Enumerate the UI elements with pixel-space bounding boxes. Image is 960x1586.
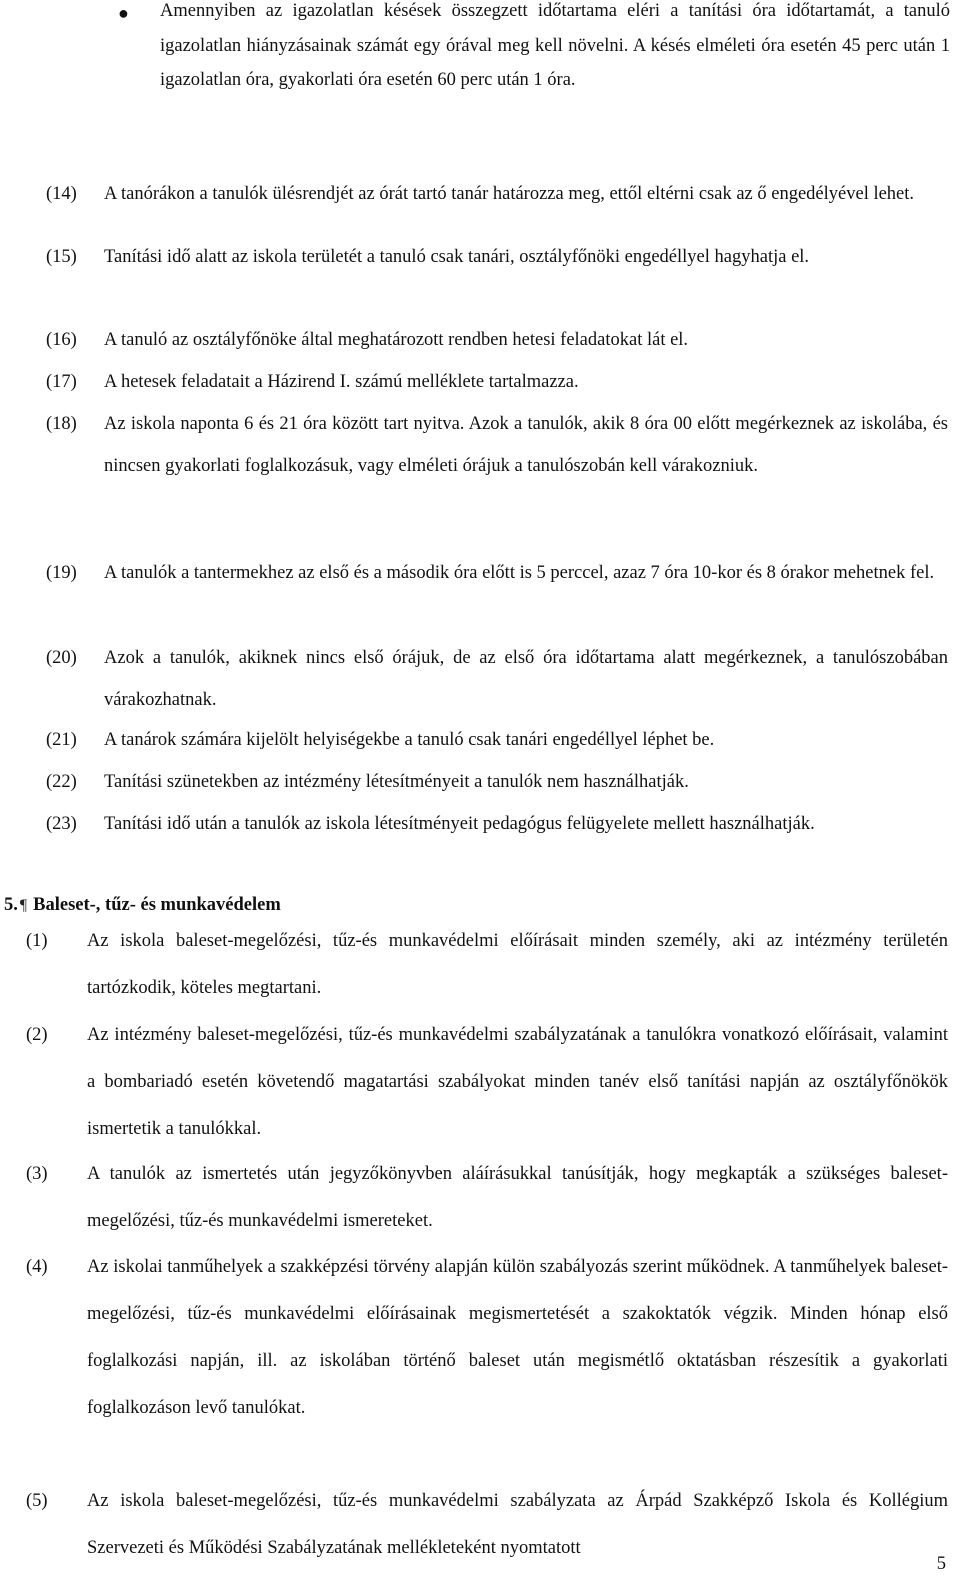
rule-item-21	[46, 719, 948, 761]
rule-item-23	[46, 803, 948, 845]
rule-text: A tanulók a tantermekhez az első és a második óra előtt is 5 perccel, azaz 7 óra 10-kor és 8 órakor mehetnek fel.	[104, 563, 935, 583]
rule-item-17	[46, 361, 948, 403]
rule-number: (22)	[46, 772, 77, 792]
section-item-number: (2)	[26, 1025, 48, 1045]
rule-text: Tanítási idő alatt az iskola területét a tanuló csak tanári, osztályfőnöki engedéllyel hagyhatja el.	[104, 247, 810, 267]
rule-text: A tanórákon a tanulók ülésrendjét az órát tartó tanár határozza meg, ettől eltérni csak az ő engedélyével lehet.	[104, 184, 915, 204]
rule-number: (15)	[46, 247, 77, 267]
section-item-2	[26, 1012, 948, 1153]
rule-item-15	[46, 236, 948, 278]
rule-number: (16)	[46, 330, 77, 350]
rule-text: Azok a tanulók, akiknek nincs első órájuk, de az első óra időtartama alatt megérkeznek, a tanulószobában várakozhatnak.	[104, 648, 948, 710]
rule-number: (20)	[46, 648, 77, 668]
section-item-text: Az iskola baleset-megelőzési, tűz-és munkavédelmi előírásait minden személy, aki az intézmény területén tartózkodik, köteles megtartani.	[87, 931, 948, 998]
rule-text: A tanuló az osztályfőnöke által meghatározott rendben hetesi feladatokat lát el.	[104, 330, 689, 350]
section-item-text: Az iskolai tanműhelyek a szakképzési törvény alapján külön szabályozás szerint működnek. A tanműhelyek baleset-megelőzési, tűz-és munkavédelmi előírásainak megismertetését a szakoktatók végzik. Minden hónap első foglalkozási napján, ill. az iskolában történő baleset után megismétlő oktatásban részesítik a gyakorlati foglalkozáson levő tanulókat.	[87, 1257, 948, 1418]
rule-text: Az iskola naponta 6 és 21 óra között tart nyitva. Azok a tanulók, akik 8 óra 00 előtt megérkeznek az iskolába, és nincsen gyakorlati foglalkozásuk, vagy elméleti órájuk a tanulószobán kell várakozniuk.	[104, 414, 948, 476]
paragraph-mark-icon: ¶	[19, 897, 28, 914]
rule-text: Tanítási szünetekben az intézmény létesítményeit a tanulók nem használhatják.	[104, 772, 689, 792]
rule-item-20	[46, 637, 948, 721]
section-item-3	[26, 1151, 948, 1245]
rule-item-19	[46, 552, 948, 594]
section-item-number: (3)	[26, 1164, 48, 1184]
rule-number: (18)	[46, 414, 77, 434]
section-item-text: Az iskola baleset-megelőzési, tűz-és munkavédelmi szabályzata az Árpád Szakképző Iskola és Kollégium Szervezeti és Működési Szabályzatának mellékleteként nyomtatott	[87, 1491, 948, 1558]
rule-item-18	[46, 403, 948, 487]
rule-item-22	[46, 761, 948, 803]
rule-text: A tanárok számára kijelölt helyiségekbe a tanuló csak tanári engedéllyel léphet be.	[104, 730, 715, 750]
rule-number: (19)	[46, 563, 77, 583]
section-item-number: (1)	[26, 931, 48, 951]
rule-number: (14)	[46, 184, 77, 204]
section-item-text: Az intézmény baleset-megelőzési, tűz-és munkavédelmi szabályzatának a tanulókra vonatkozó előírásait, valamint a bombariadó esetén követendő magatartási szabályokat minden tanév első tanítási napján az osztályfőnökök ismertetik a tanulókkal.	[87, 1025, 948, 1139]
rule-number: (17)	[46, 372, 77, 392]
section-item-4	[26, 1244, 948, 1432]
section-item-text: A tanulók az ismertetés után jegyzőkönyvben aláírásukkal tanúsítják, hogy megkapták a szükséges baleset-megelőzési, tűz-és munkavédelmi ismereteket.	[87, 1164, 948, 1231]
section-item-5	[26, 1478, 948, 1572]
page-number: 5	[936, 1554, 946, 1574]
section-number: 5.	[4, 895, 18, 915]
bullet-text: Amennyiben az igazolatlan késések összegzett időtartama eléri a tanítási óra időtartamát, a tanuló igazolatlan hiányzásainak számát egy órával meg kell növelni. A késés elméleti óra esetén 45 perc után 1 igazolatlan óra, gyakorlati óra esetén 60 perc után 1 óra.	[160, 1, 950, 91]
section-heading	[4, 892, 281, 919]
bullet-icon: ●	[118, 3, 129, 23]
section-item-number: (5)	[26, 1491, 48, 1511]
rule-item-14	[46, 173, 948, 215]
rule-number: (23)	[46, 814, 77, 834]
bullet-paragraph	[100, 0, 950, 98]
rule-text: A hetesek feladatait a Házirend I. számú melléklete tartalmazza.	[104, 372, 579, 392]
rule-text: Tanítási idő után a tanulók az iskola létesítményeit pedagógus felügyelete mellett használhatják.	[104, 814, 815, 834]
rule-item-16	[46, 319, 948, 361]
section-title: Baleset-, tűz- és munkavédelem	[33, 895, 281, 915]
section-item-number: (4)	[26, 1257, 48, 1277]
rule-number: (21)	[46, 730, 77, 750]
section-item-1	[26, 918, 948, 1011]
